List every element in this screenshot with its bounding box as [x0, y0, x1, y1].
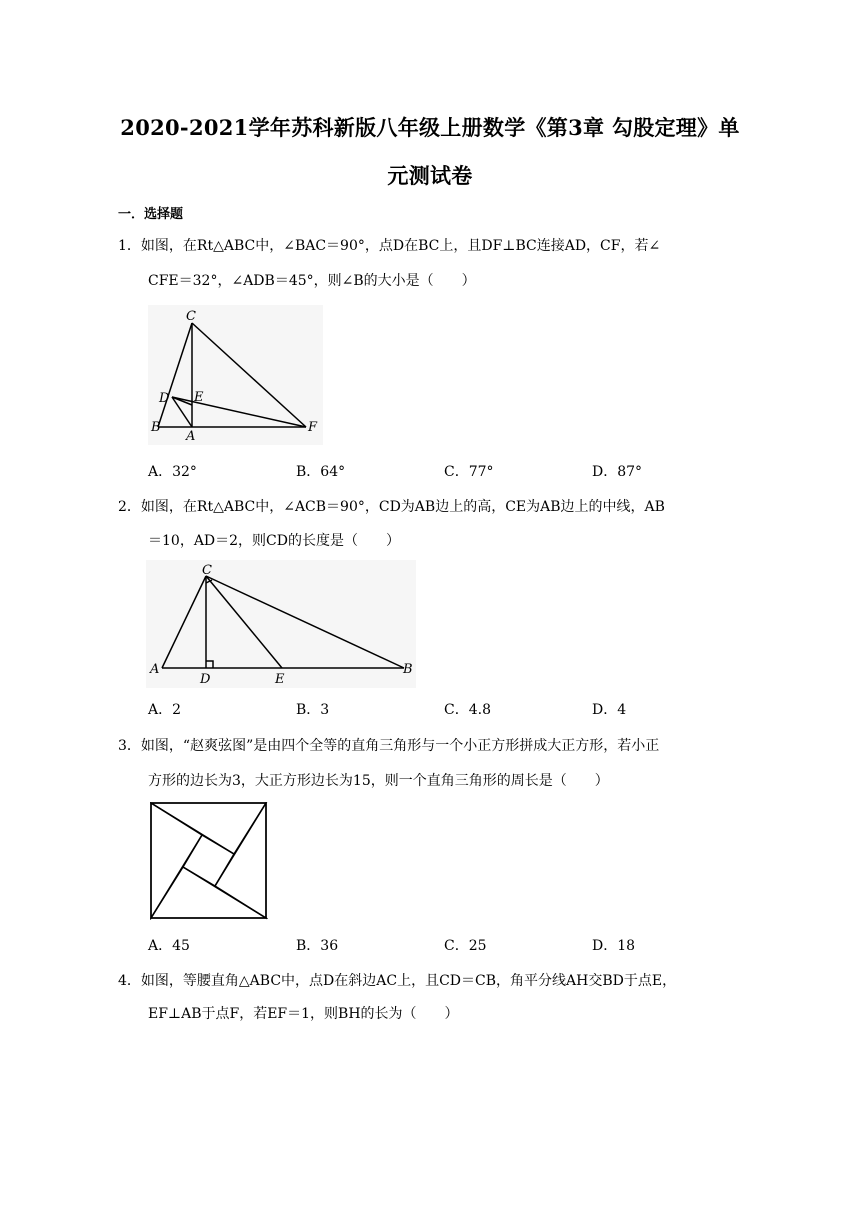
question-2-option-b[interactable]: B．3: [296, 702, 330, 718]
question-3-figure-zhao-shuang-diagram: [150, 802, 268, 920]
question-1-option-d[interactable]: D．87°: [592, 464, 643, 480]
q1-label-a: A: [186, 429, 196, 444]
question-3-options: [148, 935, 788, 955]
q2-label-e: E: [275, 672, 285, 687]
section-heading: 一．选择题: [118, 207, 184, 222]
question-4-line-2: EF⊥AB于点F，若EF＝1，则BH的长为（ ）: [148, 1006, 459, 1022]
question-1-option-c[interactable]: C．77°: [444, 464, 494, 480]
q2-label-b: B: [403, 662, 413, 677]
question-2-option-d[interactable]: D．4: [592, 702, 627, 718]
q2-label-a: A: [150, 662, 160, 677]
q1-label-b: B: [151, 420, 161, 435]
question-1-line-2: CFE＝32°，∠ADB＝45°，则∠B的大小是（ ）: [148, 273, 476, 289]
question-3-option-d[interactable]: D．18: [592, 938, 636, 954]
q1-label-f: F: [308, 420, 318, 435]
q1-label-c: C: [186, 309, 196, 324]
q1-label-d: D: [159, 391, 170, 406]
question-3-line-2: 方形的边长为3，大正方形边长为15，则一个直角三角形的周长是（ ）: [148, 773, 609, 789]
question-3-option-b[interactable]: B．36: [296, 938, 339, 954]
question-2-line-2: ＝10，AD＝2，则CD的长度是（ ）: [148, 533, 400, 549]
question-1-line-1: 1．如图，在Rt△ABC中，∠BAC＝90°，点D在BC上，且DF⊥BC连接AD，CF，若∠: [118, 238, 661, 254]
question-2-options: [148, 699, 788, 719]
question-2-option-c[interactable]: C．4.8: [444, 702, 491, 718]
question-3-line-1: 3．如图，“赵爽弦图”是由四个全等的直角三角形与一个小正方形拼成大正方形，若小正: [118, 738, 660, 754]
question-4-line-1: 4．如图，等腰直角△ABC中，点D在斜边AC上，且CD＝CB，角平分线AH交BD于点E，: [118, 973, 677, 989]
page-title-line-1: 2020-2021学年苏科新版八年级上册数学《第3章 勾股定理》单: [120, 115, 740, 140]
question-3-option-a[interactable]: A．45: [148, 938, 190, 954]
question-1-option-a[interactable]: A．32°: [148, 464, 197, 480]
question-1-figure: [148, 305, 323, 445]
page-title-line-2: 元测试卷: [387, 163, 473, 188]
question-2-option-a[interactable]: A．2: [148, 702, 182, 718]
q1-label-e: E: [194, 390, 204, 405]
q2-label-d: D: [200, 672, 211, 687]
question-1-options: [148, 461, 788, 481]
question-1-option-b[interactable]: B．64°: [296, 464, 346, 480]
question-2-line-1: 2．如图，在Rt△ABC中，∠ACB＝90°，CD为AB边上的高，CE为AB边上的中线，AB: [118, 499, 665, 515]
q2-label-c: C: [202, 563, 212, 578]
question-3-option-c[interactable]: C．25: [444, 938, 487, 954]
question-2-figure: [146, 560, 416, 688]
